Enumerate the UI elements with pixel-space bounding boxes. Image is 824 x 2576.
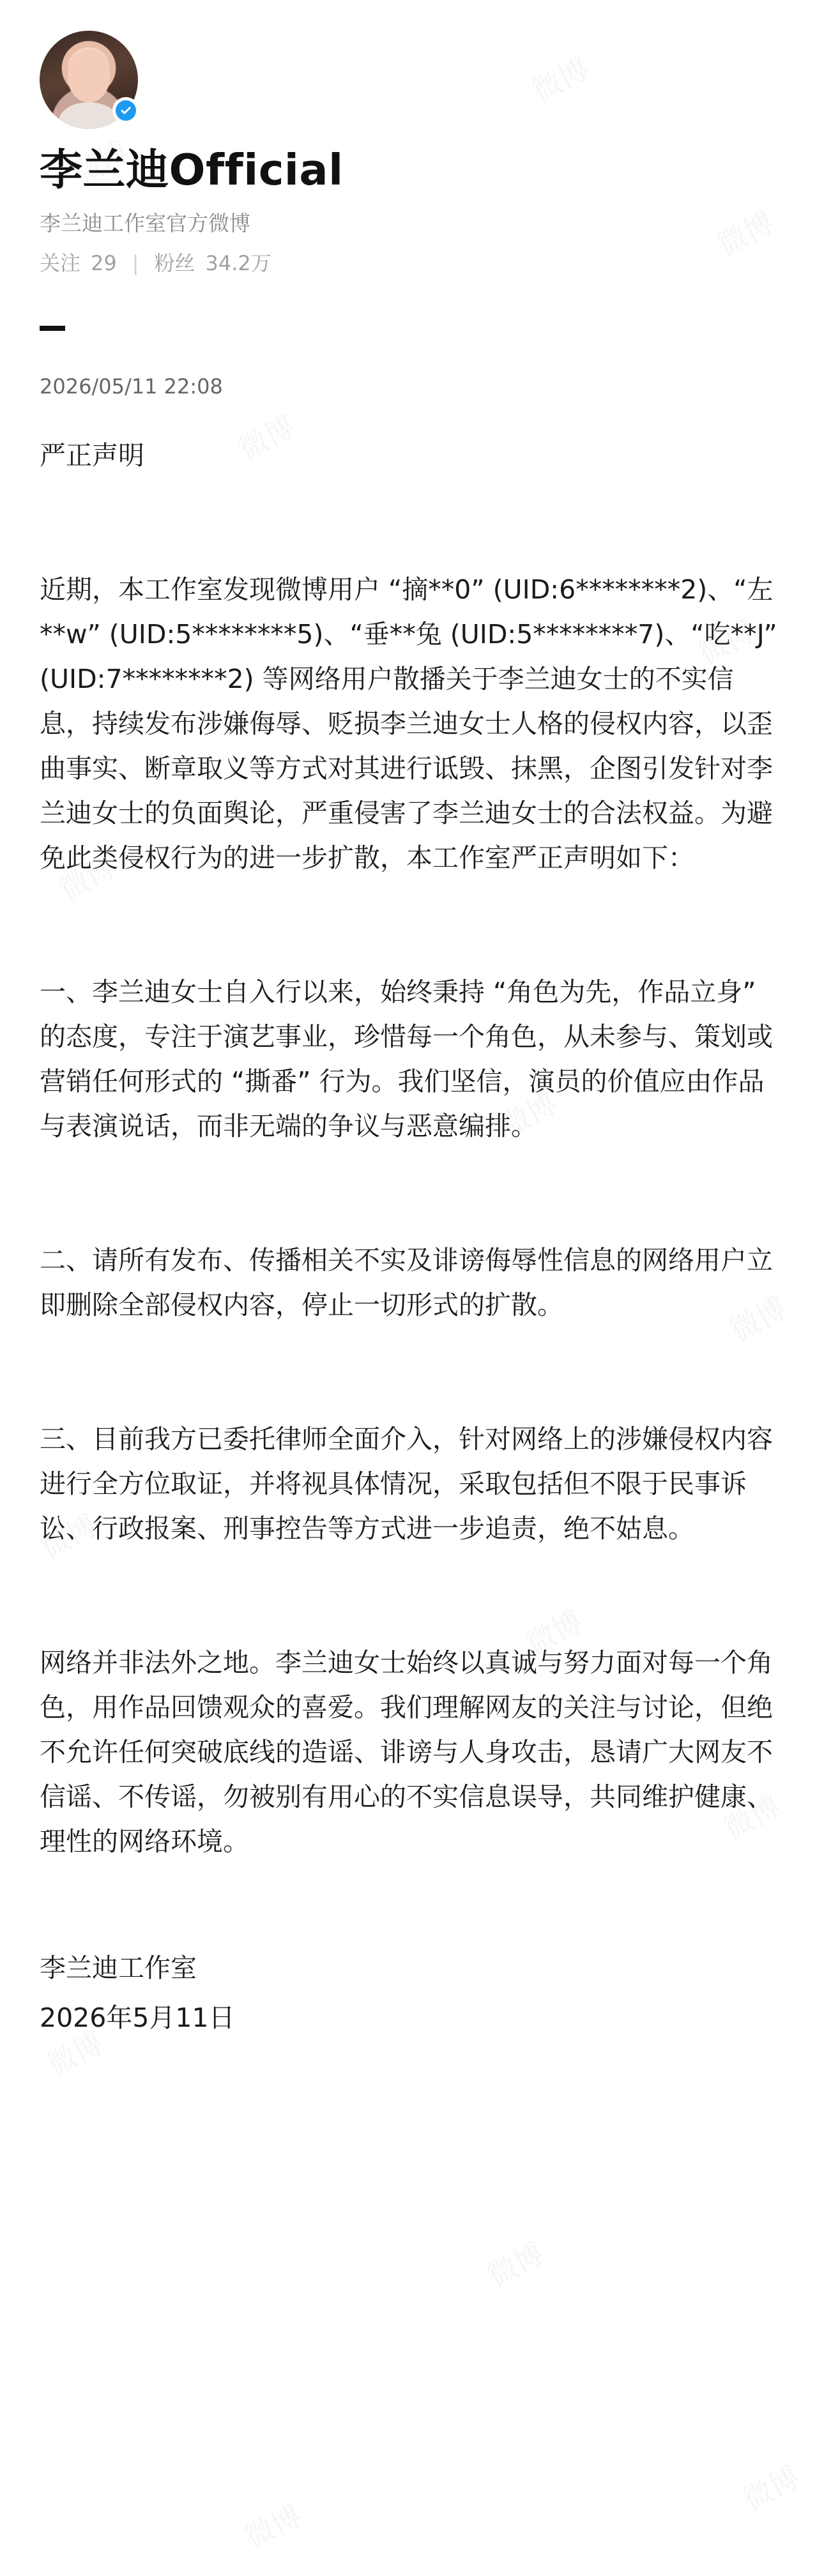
follow-count: 29: [91, 251, 117, 276]
stats-separator: |: [132, 251, 139, 276]
profile-name: 李兰迪Official: [40, 145, 344, 195]
follow-stat[interactable]: [40, 251, 117, 275]
post-title: 严正声明: [40, 440, 144, 471]
paragraph-spacer: [40, 478, 784, 567]
paragraph-spacer: [40, 1551, 784, 1640]
profile-description: 李兰迪工作室官方微博: [40, 210, 250, 236]
post-paragraph: 网络并非法外之地。李兰迪女士始终以真诚与努力面对每一个角色，用作品回馈观众的喜爱。我们理解网友的关注与讨论，但绝不允许任何突破底线的造谣、诽谤与人身攻击，恳请广大网友不信谣、不传谣，勿被别有用心的不实信息误导，共同维护健康、理性的网络环境。: [40, 1647, 773, 1857]
paragraph-spacer: [40, 1148, 784, 1238]
watermark-text: [735, 2454, 806, 2519]
signature-date: 2026年5月11日: [40, 2002, 235, 2034]
profile-stats: [40, 251, 784, 275]
paragraph-spacer: [40, 1327, 784, 1417]
verified-badge: [112, 97, 139, 124]
signature-name: 李兰迪工作室: [40, 1953, 197, 1984]
post-paragraph: 近期，本工作室发现微博用户 “摘**0” (UID:6********2)、“左**w” (UID:5********5)、“垂**兔 (UID:5********7)、“吃**J” (UID:7********2) 等网络用户散播关于李兰迪女士的不实信息，持续发布涉嫌侮辱、贬损李兰迪女士人格的侵权内容，以歪曲事实、断章取义等方式对其进行诋毁、抹黑，企图引发针对李兰迪女士的负面舆论，严重侵害了李兰迪女士的合法权益。为避免此类侵权行为的进一步扩散，本工作室严正声明如下：: [40, 574, 786, 874]
profile-header: [40, 0, 784, 331]
post-paragraph: 二、请所有发布、传播相关不实及诽谤侮辱性信息的网络用户立即删除全部侵权内容，停止一切形式的扩散。: [40, 1245, 773, 1321]
post-body: [40, 433, 784, 1864]
post-signature: [40, 1946, 784, 2040]
fans-stat[interactable]: [155, 251, 271, 275]
watermark-text: [479, 2230, 551, 2295]
post-paragraph: 三、目前我方已委托律师全面介入，针对网络上的涉嫌侵权内容进行全方位取证，并将视具体情况，采取包括但不限于民事诉讼、行政报案、刑事控告等方式进一步追责，绝不姑息。: [40, 1424, 773, 1544]
paragraph-spacer: [40, 880, 784, 970]
post-content: [40, 374, 784, 2040]
follow-label: 关注: [40, 251, 81, 276]
post-timestamp: 2026/05/11 22:08: [40, 374, 223, 399]
watermark-text: [236, 2492, 308, 2557]
post-paragraph: 一、李兰迪女士自入行以来，始终秉持 “角色为先，作品立身” 的态度，专注于演艺事业，珍惜每一个角色，从未参与、策划或营销任何形式的 “撕番” 行为。我们坚信，演员的价值应由作品与表演说话，而非无端的争议与恶意编排。: [40, 977, 773, 1142]
avatar-container[interactable]: [40, 31, 138, 129]
fans-label: 粉丝: [154, 251, 195, 276]
fans-count: 34.2万: [205, 251, 271, 276]
verified-check-icon: [116, 100, 136, 121]
section-divider: [40, 326, 65, 331]
